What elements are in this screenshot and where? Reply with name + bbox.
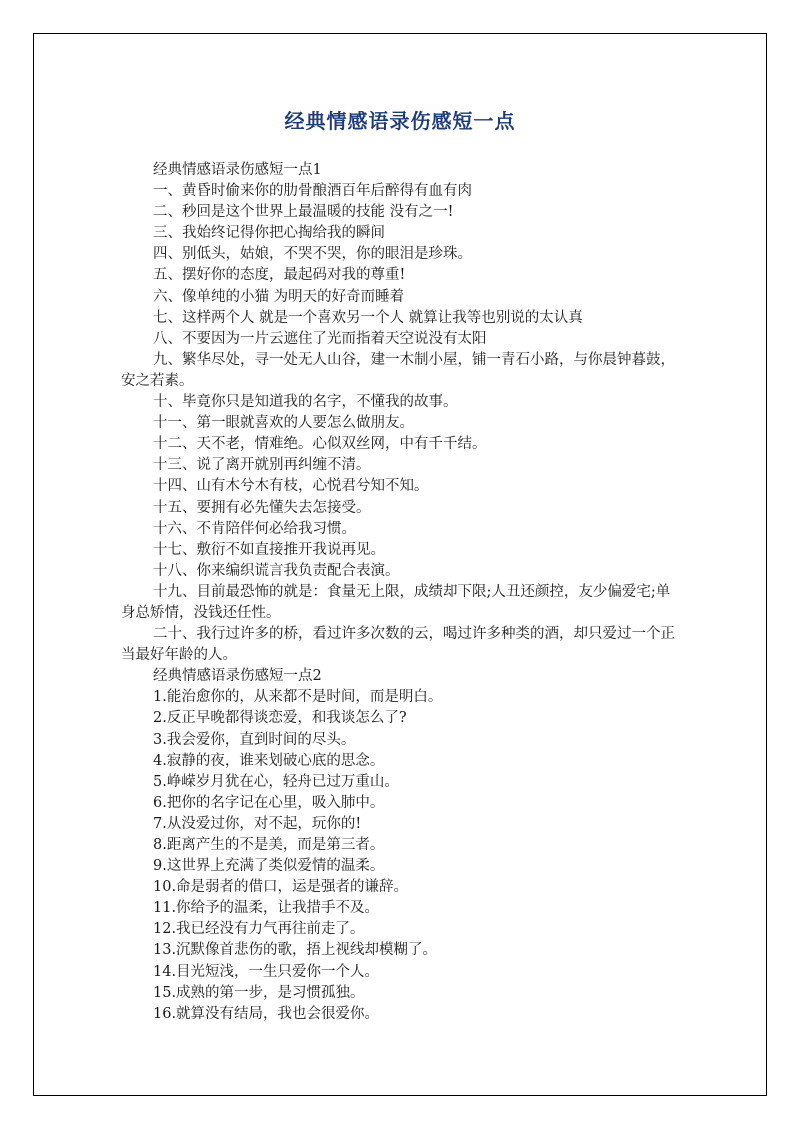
paragraph: 12.我已经没有力气再往前走了。 [153,921,365,938]
paragraph: 四、别低头，姑娘，不哭不哭，你的眼泪是珍珠。 [153,246,472,263]
paragraph: 14.目光短浅，一生只爱你一个人。 [153,963,380,980]
paragraph: 十五、要拥有必先懂失去怎接受。 [153,499,371,516]
paragraph: 11.你给予的温柔，让我措手不及。 [153,900,380,917]
paragraph: 2.反正早晚都得谈恋爱，和我谈怎么了? [153,710,407,727]
paragraph: 三、我始终记得你把心掏给我的瞬间 [153,225,385,242]
paragraph: 十七、敷衍不如直接推开我说再见。 [153,541,385,558]
paragraph: 九、繁华尽处，寻一处无人山谷，建一木制小屋，铺一青石小路，与你晨钟暮鼓，安之若素。 [121,351,675,389]
paragraph: 十三、说了离开就别再纠缠不清。 [153,457,371,474]
paragraph: 十八、你来编织谎言我负责配合表演。 [153,562,400,579]
paragraph: 1.能治愈你的，从来都不是时间，而是明白。 [153,689,443,706]
paragraph: 十六、不肯陪伴何必给我习惯。 [153,520,356,537]
paragraph: 4.寂静的夜，谁来划破心底的思念。 [153,752,385,769]
paragraph: 六、像单纯的小猫 为明天的好奇而睡着 [153,288,405,305]
paragraph: 五、摆好你的态度，最起码对我的尊重! [153,267,406,284]
paragraph: 七、这样两个人 就是一个喜欢另一个人 就算让我等也别说的太认真 [153,309,583,326]
paragraph: 经典情感语录伤感短一点1 [153,162,322,178]
paragraph: 一、黄昏时偷来你的肋骨酿酒百年后醉得有血有肉 [153,183,472,200]
paragraph: 十一、第一眼就喜欢的人要怎么做朋友。 [153,415,414,432]
paragraph: 7.从没爱过你，对不起，玩你的! [153,815,362,832]
paragraph: 八、不要因为一片云遮住了光而指着天空说没有太阳 [153,330,487,347]
paragraph: 十九、目前最恐怖的就是：食量无上限，成绩却下限;人丑还颜控，友少偏爱宅;单身总矫情，没钱还任性。 [121,583,671,621]
paragraph: 8.距离产生的不是美，而是第三者。 [153,837,385,853]
paragraph: 二、秒回是这个世界上最温暖的技能 没有之一! [153,204,454,221]
paragraph: 9.这世界上充满了类似爱情的温柔。 [153,858,385,875]
paragraph: 十二、天不老，情难绝。心似双丝网，中有千千结。 [153,436,487,453]
paragraph: 10.命是弱者的借口，运是强者的谦辞。 [153,879,409,896]
paragraph: 6.把你的名字记在心里，吸入肺中。 [153,794,385,811]
paragraph: 5.峥嵘岁月犹在心，轻舟已过万重山。 [153,773,399,790]
paragraph: 十、毕竟你只是知道我的名字，不懂我的故事。 [153,394,458,411]
paragraph: 16.就算没有结局，我也会很爱你。 [153,1005,380,1022]
paragraph: 二十、我行过许多的桥，看过许多次数的云，喝过许多种类的酒，却只爱过一个正当最好年龄的人。 [121,626,675,664]
paragraph: 十四、山有木兮木有枝，心悦君兮知不知。 [153,478,429,495]
paragraph: 经典情感语录伤感短一点2 [153,668,322,685]
paragraph: 15.成熟的第一步，是习惯孤独。 [153,984,365,1001]
paragraph: 13.沉默像首悲伤的歌，捂上视线却模糊了。 [153,942,438,959]
document-title: 经典情感语录伤感短一点 [284,109,516,133]
paragraph: 3.我会爱你，直到时间的尽头。 [153,731,356,748]
document-body [121,160,681,1025]
